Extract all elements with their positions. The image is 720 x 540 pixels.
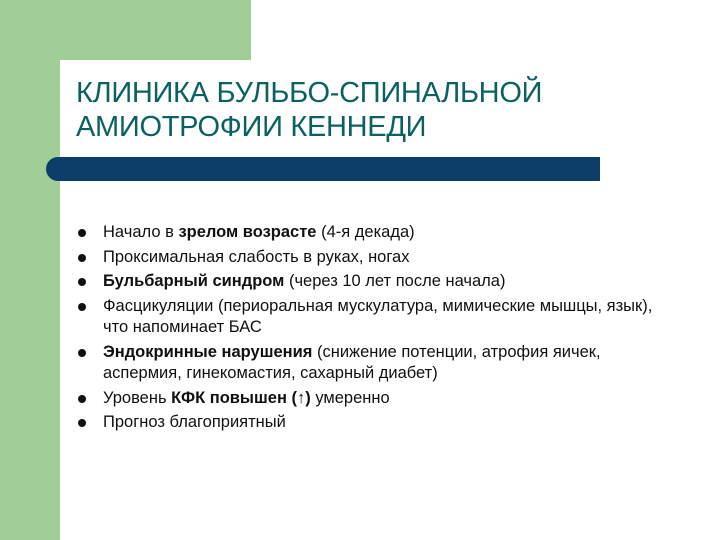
bullet-dot-icon xyxy=(78,278,86,286)
item-text: умеренно xyxy=(310,388,390,407)
list-item xyxy=(78,388,658,410)
item-text: Начало в xyxy=(103,223,179,241)
item-bold: КФК повышен (↑) xyxy=(171,388,311,407)
item-text: (снижение потенции, атрофия яичек, аспермия, гинекомастия, сахарный диабет) xyxy=(103,342,601,382)
title-line-2: АМИОТРОФИИ КЕННЕДИ xyxy=(76,111,427,143)
top-green-block xyxy=(60,0,251,60)
list-item xyxy=(78,412,658,434)
list-item xyxy=(78,222,658,244)
title-line-1: КЛИНИКА БУЛЬБО-СПИНАЛЬНОЙ xyxy=(76,77,543,109)
item-text: (4-я декада) xyxy=(316,223,415,241)
bullet-dot-icon xyxy=(78,419,86,427)
left-green-stripe xyxy=(0,0,60,540)
bullet-list xyxy=(78,222,658,437)
item-text: (через 10 лет после начала) xyxy=(284,272,506,290)
item-text: Прогноз благоприятный xyxy=(103,413,286,431)
bullet-dot-icon xyxy=(78,303,86,311)
bullet-dot-icon xyxy=(78,395,86,403)
item-text: Фасцикуляции (периоральная мускулатура, мимические мышцы, язык), что напоминает БАС xyxy=(103,296,653,336)
item-text: Уровень xyxy=(103,388,172,407)
list-item xyxy=(78,342,658,385)
slide-title xyxy=(76,76,696,144)
bullet-dot-icon xyxy=(78,254,86,262)
list-item xyxy=(78,296,658,339)
bullet-dot-icon xyxy=(78,349,86,357)
divider-bar xyxy=(58,157,600,181)
list-item xyxy=(78,247,658,269)
item-bold: Эндокринные нарушения xyxy=(103,342,313,361)
list-item xyxy=(78,271,658,293)
item-bold: зрелом возрасте xyxy=(178,223,317,241)
bullet-dot-icon xyxy=(78,229,86,237)
item-bold: Бульбарный синдром xyxy=(103,272,285,290)
title-divider xyxy=(46,157,600,181)
item-text: Проксимальная слабость в руках, ногах xyxy=(103,247,410,266)
